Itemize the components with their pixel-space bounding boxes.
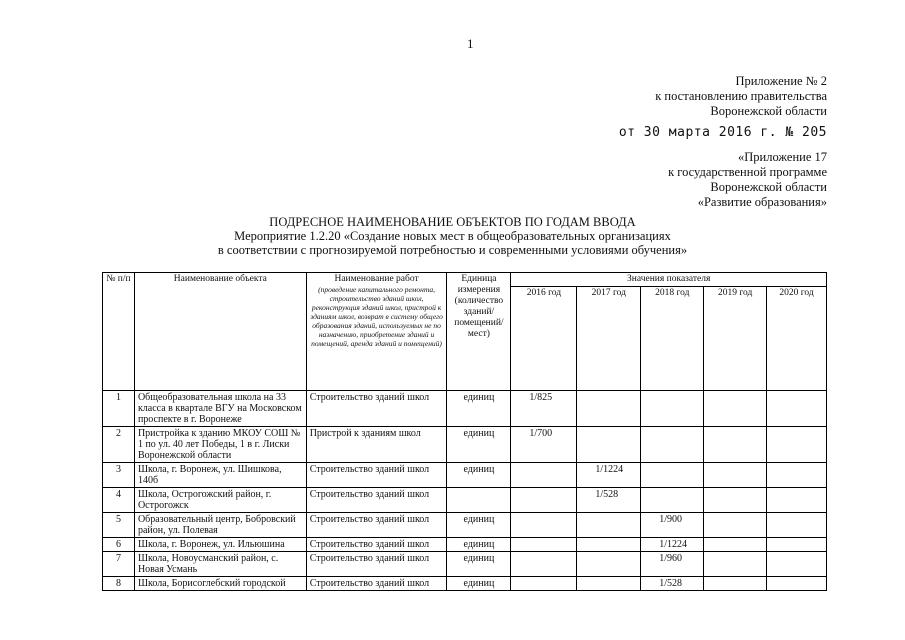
- cell-works: Строительство зданий школ: [306, 513, 447, 538]
- cell-works: Строительство зданий школ: [306, 577, 447, 591]
- cell-object: Образовательный центр, Бобровский район, ул. Полевая: [134, 513, 306, 538]
- cell-unit: [447, 488, 511, 513]
- cell-object: Школа, Борисоглебский городской: [134, 577, 306, 591]
- table-header-row: [103, 273, 827, 287]
- program-annex-block: [668, 150, 827, 210]
- cell-num: 8: [103, 577, 135, 591]
- cell-num: 2: [103, 427, 135, 463]
- cell-2017: [577, 513, 641, 538]
- cell-2019: [704, 538, 767, 552]
- cell-num: 4: [103, 488, 135, 513]
- cell-2016: [511, 577, 577, 591]
- objects-table: [102, 272, 827, 591]
- cell-2016: [511, 488, 577, 513]
- header-year: 2016 год: [511, 287, 577, 391]
- cell-2016: [511, 552, 577, 577]
- table-row: [103, 577, 827, 591]
- table-row: [103, 391, 827, 427]
- cell-2019: [704, 577, 767, 591]
- cell-2018: [641, 391, 704, 427]
- table-row: [103, 538, 827, 552]
- cell-unit: единиц: [447, 427, 511, 463]
- cell-works: Строительство зданий школ: [306, 488, 447, 513]
- annex-line: Воронежской области: [710, 180, 827, 194]
- cell-2016: 1/700: [511, 427, 577, 463]
- cell-2019: [704, 552, 767, 577]
- cell-works: Пристрой к зданиям школ: [306, 427, 447, 463]
- page-number: 1: [467, 36, 474, 51]
- cell-2016: [511, 538, 577, 552]
- cell-unit: единиц: [447, 577, 511, 591]
- annex-line: к постановлению правительства: [655, 89, 827, 103]
- cell-works: Строительство зданий школ: [306, 552, 447, 577]
- header-works: [306, 273, 447, 391]
- cell-num: 6: [103, 538, 135, 552]
- cell-2017: [577, 552, 641, 577]
- header-unit: Единица измерения (количество зданий/ помещений/ мест): [447, 273, 511, 391]
- cell-2017: [577, 427, 641, 463]
- cell-2018: 1/900: [641, 513, 704, 538]
- cell-2018: [641, 427, 704, 463]
- decree-stamp: от 30 марта 2016 г. № 205: [618, 125, 827, 140]
- cell-unit: единиц: [447, 513, 511, 538]
- header-object: Наименование объекта: [134, 273, 306, 391]
- cell-2016: 1/825: [511, 391, 577, 427]
- header-works-note: (проведение капитального ремонта, строительство зданий школ, реконструкция зданий школ, пристрой к зданиям школ, возврат в систему общего образования зданий, используемых не по назначению, приобретение зданий и помещений, аренда зданий и помещений): [310, 285, 443, 348]
- cell-works: Строительство зданий школ: [306, 538, 447, 552]
- cell-2020: [767, 538, 827, 552]
- cell-object: Школа, Острогожский район, г. Острогожск: [134, 488, 306, 513]
- header-works-label: Наименование работ: [334, 274, 419, 284]
- cell-2020: [767, 427, 827, 463]
- document-heading: [0, 215, 905, 257]
- table-row: [103, 552, 827, 577]
- cell-2018: [641, 463, 704, 488]
- cell-2020: [767, 463, 827, 488]
- cell-2020: [767, 577, 827, 591]
- table-row: [103, 427, 827, 463]
- cell-2017: 1/528: [577, 488, 641, 513]
- cell-2016: [511, 463, 577, 488]
- cell-num: 3: [103, 463, 135, 488]
- table-row: [103, 488, 827, 513]
- cell-2018: 1/960: [641, 552, 704, 577]
- cell-2019: [704, 427, 767, 463]
- heading-line: в соответствии с прогнозируемой потребностью и современными условиями обучения»: [217, 243, 688, 257]
- cell-unit: единиц: [447, 552, 511, 577]
- annex-line: «Развитие образования»: [697, 195, 827, 209]
- cell-object: Школа, г. Воронеж, ул. Ильюшина: [134, 538, 306, 552]
- table-row: [103, 463, 827, 488]
- cell-num: 1: [103, 391, 135, 427]
- cell-2017: [577, 577, 641, 591]
- header-year: 2019 год: [704, 287, 767, 391]
- cell-2019: [704, 513, 767, 538]
- header-num: № п/п: [103, 273, 135, 391]
- header-year: 2018 год: [641, 287, 704, 391]
- header-year: 2020 год: [767, 287, 827, 391]
- annex-line: «Приложение 17: [738, 150, 827, 164]
- cell-2020: [767, 552, 827, 577]
- cell-num: 5: [103, 513, 135, 538]
- annex-line: Воронежской области: [710, 104, 827, 118]
- cell-object: Школа, г. Воронеж, ул. Шишкова, 140б: [134, 463, 306, 488]
- cell-2017: [577, 538, 641, 552]
- cell-object: Общеобразовательная школа на 33 класса в квартале ВГУ на Московском проспекте в г. Воронеже: [134, 391, 306, 427]
- cell-2018: [641, 488, 704, 513]
- cell-unit: единиц: [447, 391, 511, 427]
- cell-2020: [767, 391, 827, 427]
- cell-2017: 1/1224: [577, 463, 641, 488]
- cell-object: Школа, Новоусманский район, с. Новая Усмань: [134, 552, 306, 577]
- cell-unit: единиц: [447, 538, 511, 552]
- cell-works: Строительство зданий школ: [306, 391, 447, 427]
- cell-unit: единиц: [447, 463, 511, 488]
- annex-line: к государственной программе: [668, 165, 827, 179]
- cell-2019: [704, 488, 767, 513]
- cell-2018: 1/528: [641, 577, 704, 591]
- cell-2017: [577, 391, 641, 427]
- cell-2020: [767, 513, 827, 538]
- header-values: Значения показателя: [511, 273, 827, 287]
- cell-2019: [704, 463, 767, 488]
- table-row: [103, 513, 827, 538]
- annex-line: Приложение № 2: [735, 74, 827, 88]
- cell-2016: [511, 513, 577, 538]
- heading-line: Мероприятие 1.2.20 «Создание новых мест в общеобразовательных организациях: [234, 229, 671, 243]
- cell-2018: 1/1224: [641, 538, 704, 552]
- cell-works: Строительство зданий школ: [306, 463, 447, 488]
- cell-num: 7: [103, 552, 135, 577]
- annex-block: [619, 74, 827, 140]
- cell-object: Пристройка к зданию МКОУ СОШ № 1 по ул. 40 лет Победы, 1 в г. Лиски Воронежской области: [134, 427, 306, 463]
- cell-2020: [767, 488, 827, 513]
- document-title: ПОДРЕСНОЕ НАИМЕНОВАНИЕ ОБЪЕКТОВ ПО ГОДАМ ВВОДА: [269, 215, 636, 229]
- header-year: 2017 год: [577, 287, 641, 391]
- cell-2019: [704, 391, 767, 427]
